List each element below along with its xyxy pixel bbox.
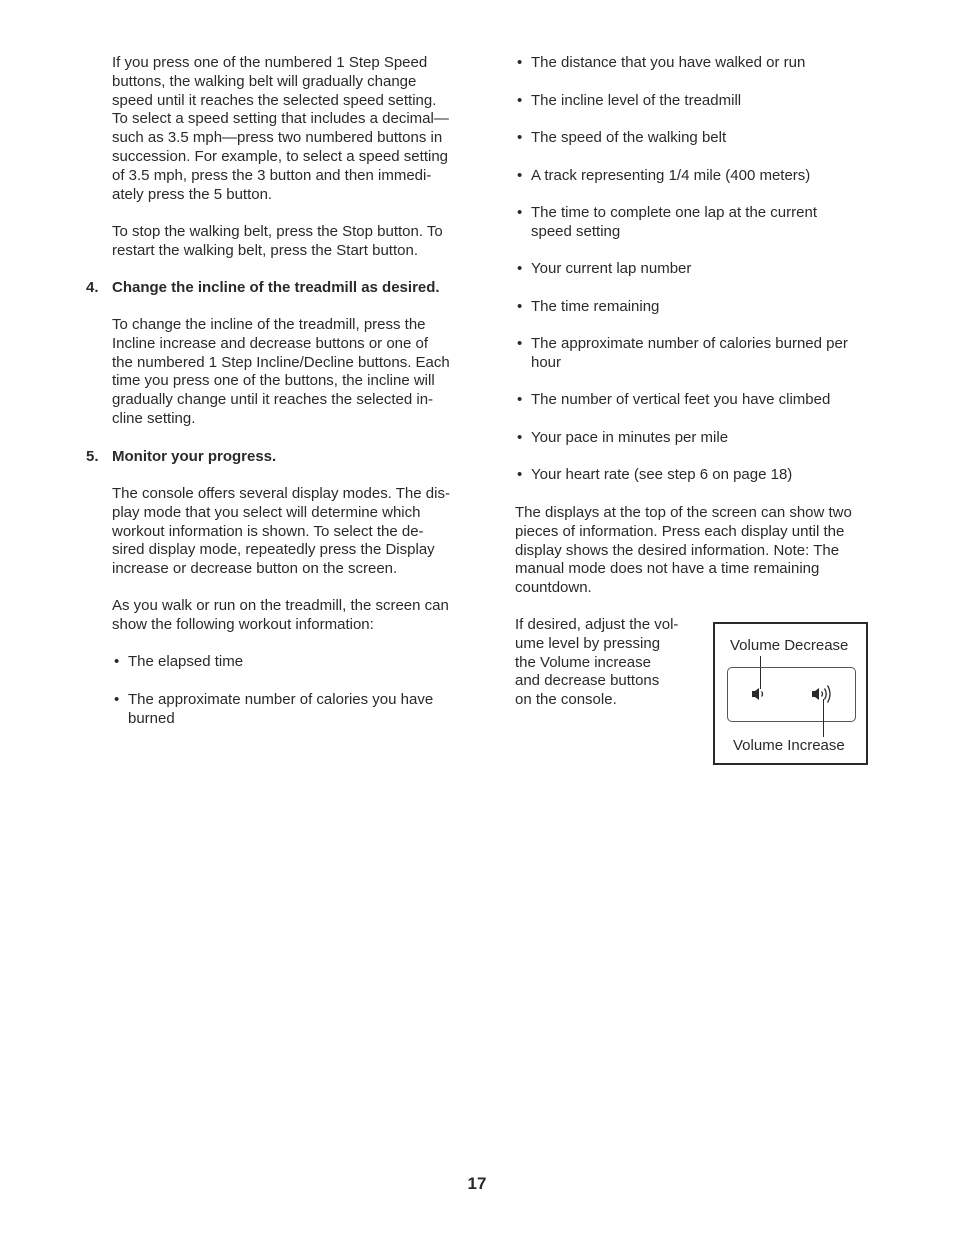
leader-line-increase: [823, 699, 824, 737]
paragraph-workout-info: As you walk or run on the treadmill, the screen can show the following workout information:: [112, 597, 449, 633]
bullet-dot: •: [517, 92, 523, 109]
step-5-number: 5.: [86, 448, 99, 465]
list-item-text: The time to complete one lap at the current speed setting: [531, 204, 817, 240]
step-4-heading: [86, 279, 440, 298]
page-number: 17: [467, 1174, 487, 1193]
list-item: [517, 429, 871, 448]
list-item-text: Your heart rate (see step 6 on page 18): [531, 466, 793, 483]
list-item: [517, 129, 871, 148]
bullet-dot: •: [114, 653, 120, 670]
bullet-dot: •: [517, 167, 523, 184]
list-item: [517, 391, 871, 410]
bullet-dot: •: [517, 335, 523, 352]
list-item-text: The incline level of the treadmill: [531, 92, 742, 109]
step-4-title: Change the incline of the treadmill as desired.: [112, 279, 440, 296]
paragraph-volume: If desired, adjust the vol- ume level by pressing the Volume increase and decrease buttons on the console.: [515, 616, 679, 709]
step-4-number: 4.: [86, 279, 99, 296]
list-item: [517, 298, 871, 317]
bullet-dot: •: [517, 129, 523, 146]
list-item: [114, 691, 468, 729]
list-item-text: The approximate number of calories burned per hour: [531, 335, 848, 371]
bullet-dot: •: [517, 466, 523, 483]
bullet-dot: •: [517, 260, 523, 277]
step-5-heading: [86, 448, 276, 467]
list-item-text: The approximate number of calories you have burned: [128, 691, 434, 727]
bullet-dot: •: [517, 204, 523, 221]
speaker-high-icon: [811, 683, 837, 705]
list-item-text: The elapsed time: [128, 653, 244, 670]
paragraph-stop-start: To stop the walking belt, press the Stop button. To restart the walking belt, press the Start button.: [112, 223, 443, 259]
list-item-text: The distance that you have walked or run: [531, 54, 806, 71]
list-item-text: The speed of the walking belt: [531, 129, 727, 146]
list-item: [517, 167, 871, 186]
list-item: [517, 54, 871, 73]
bullet-dot: •: [517, 298, 523, 315]
volume-decrease-label: Volume Decrease: [730, 637, 849, 654]
volume-increase-label: Volume Increase: [733, 737, 845, 754]
bullet-dot: •: [517, 391, 523, 408]
list-item-text: Your current lap number: [531, 260, 692, 277]
step-5-title: Monitor your progress.: [112, 448, 277, 465]
list-item: [517, 260, 871, 279]
list-item-text: A track representing 1/4 mile (400 meters): [531, 167, 811, 184]
list-item: [517, 335, 871, 373]
paragraph-speed-buttons: If you press one of the numbered 1 Step Speed buttons, the walking belt will gradually change speed until it reaches the selected speed setting. To select a speed setting that includes a decimal— such as 3.5 mph—press two numbered buttons in succession. For example, to select a speed setting of 3.5 mph, press the 3 button and then immedi- ately press the 5 button.: [112, 54, 449, 203]
paragraph-displays: The displays at the top of the screen can show two pieces of information. Press each display until the display shows the desired information. Note: The manual mode does not have a time remaining countdown.: [515, 504, 852, 597]
list-item: [517, 204, 871, 242]
volume-diagram: [713, 622, 868, 765]
bullet-dot: •: [517, 54, 523, 71]
list-item-text: The time remaining: [531, 298, 660, 315]
list-item-text: Your pace in minutes per mile: [531, 429, 729, 446]
list-item: [114, 653, 468, 672]
bullet-dot: •: [114, 691, 120, 708]
list-item: [517, 92, 871, 111]
speaker-low-icon: [751, 686, 767, 702]
list-item: [517, 466, 871, 485]
bullet-dot: •: [517, 429, 523, 446]
paragraph-display-modes: The console offers several display modes. The dis- play mode that you select will determine which workout information is shown. To select the de- sired display mode, repeatedly press the Display increase or decrease button on the screen.: [112, 485, 450, 578]
paragraph-incline: To change the incline of the treadmill, press the Incline increase and decrease buttons or one of the numbered 1 Step Incline/Decline buttons. Each time you press one of the buttons, the incline will gradually change until it reaches the selected in- cline setting.: [112, 316, 450, 427]
list-item-text: The number of vertical feet you have climbed: [531, 391, 831, 408]
